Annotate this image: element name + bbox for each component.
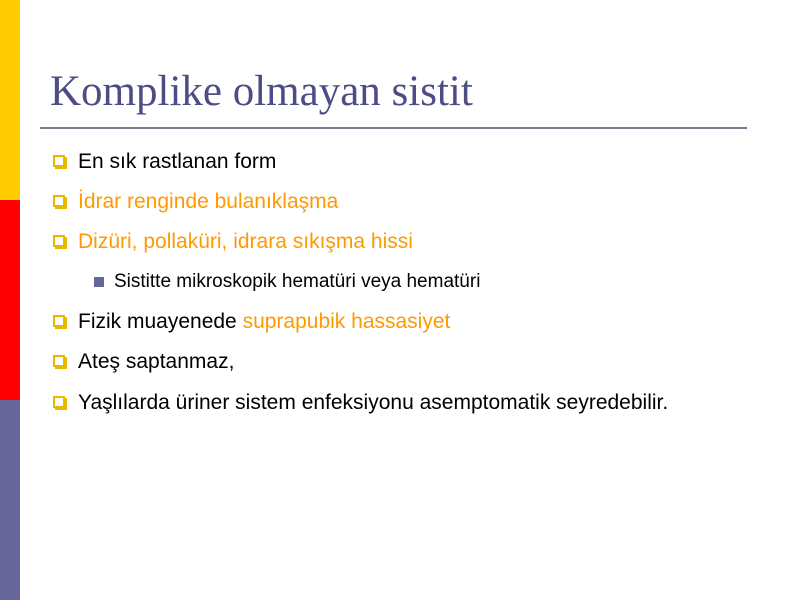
square-bullet-icon xyxy=(53,396,65,408)
side-bar-yellow xyxy=(0,0,20,200)
bullet-text: Dizüri, pollaküri, idrara sıkışma hissi xyxy=(78,230,413,253)
bullet-item xyxy=(78,189,338,215)
side-bar-slate xyxy=(0,400,20,600)
sub-bullet-item xyxy=(114,270,480,294)
filled-square-bullet-icon xyxy=(94,277,104,287)
bullet-item xyxy=(78,309,450,335)
square-bullet-icon xyxy=(53,315,65,327)
bullet-item xyxy=(78,149,276,175)
bullet-item xyxy=(78,229,413,255)
bullet-item xyxy=(78,390,668,416)
bullet-text-highlight: suprapubik hassasiyet xyxy=(242,310,451,333)
title-divider xyxy=(40,127,747,129)
bullet-text: İdrar renginde bulanıklaşma xyxy=(78,190,339,213)
bullet-text: Ateş saptanmaz, xyxy=(78,350,235,373)
bullet-text: Yaşlılarda üriner sistem enfeksiyonu asemptomatik seyredebilir. xyxy=(78,391,669,414)
square-bullet-icon xyxy=(53,195,65,207)
bullet-text: Sistitte mikroskopik hematüri veya hematüri xyxy=(114,271,481,292)
bullet-text-prefix: Fizik muayenede xyxy=(78,310,243,333)
square-bullet-icon xyxy=(53,235,65,247)
square-bullet-icon xyxy=(53,355,65,367)
slide-title: Komplike olmayan sistit xyxy=(50,68,473,115)
bullet-item xyxy=(78,349,234,375)
square-bullet-icon xyxy=(53,155,65,167)
side-bar-red xyxy=(0,200,20,400)
bullet-text: En sık rastlanan form xyxy=(78,150,277,173)
